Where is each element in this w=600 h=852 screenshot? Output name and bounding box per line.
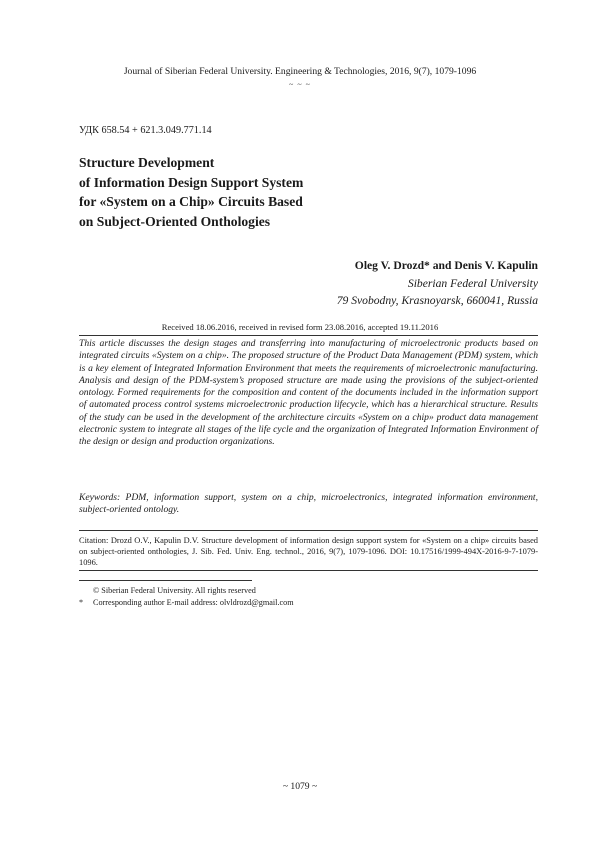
- title-line: of Information Design Support System: [79, 174, 304, 190]
- author-block: [337, 257, 538, 310]
- title-line: for «System on a Chip» Circuits Based: [79, 194, 303, 209]
- title-line: on Subject-Oriented Onthologies: [79, 213, 271, 229]
- citation-bottom-rule: [79, 570, 538, 571]
- author-address: 79 Svobodny, Krasnoyarsk, 660041, Russia: [336, 294, 538, 307]
- footnote-copyright: [79, 585, 538, 597]
- footnote-text: © Siberian Federal University. All rights reserved: [93, 586, 256, 595]
- paper-title: [79, 153, 409, 231]
- abstract-top-rule: [79, 335, 538, 336]
- footnote-mark: *: [79, 597, 84, 607]
- page-number: ~ 1079 ~: [282, 781, 318, 792]
- author-affiliation: Siberian Federal University: [407, 276, 538, 290]
- footnote-rule: [79, 580, 252, 581]
- udk-code: УДК 658.54 + 621.3.049.771.14: [79, 125, 212, 136]
- author-names: Oleg V. Drozd* and Denis V. Kapulin: [354, 259, 538, 272]
- footnotes: [79, 585, 538, 608]
- journal-header: Journal of Siberian Federal University. Engineering & Technologies, 2016, 9(7), 1079-1096: [123, 66, 477, 77]
- footnote-corresponding: [79, 597, 538, 609]
- citation-top-rule: [79, 530, 538, 531]
- header-separator: ~ ~ ~: [289, 80, 311, 89]
- footnote-mark: [79, 585, 93, 597]
- keywords-text: Keywords: PDM, information support, system on a chip, microelectronics, integrated information environment, subject-oriented ontology.: [79, 492, 538, 516]
- received-dates: Received 18.06.2016, received in revised form 23.08.2016, accepted 19.11.2016: [161, 322, 439, 332]
- footnote-text: Corresponding author E-mail address: olvldrozd@gmail.com: [93, 597, 294, 607]
- citation-text: Citation: Drozd O.V., Kapulin D.V. Structure development of information design support system for «System on a chip» circuits based on subject-oriented onthologies, J. Sib. Fed. Univ. Eng. technol., 2016, 9(7), 1079-1096. DOI: 10.17516/1999-494X-2016-9-7-1079-1096.: [79, 536, 538, 568]
- title-line: Structure Development: [79, 155, 215, 170]
- abstract-text: This article discusses the design stages and transferring into manufacturing of microelectronic products based on integrated circuits «System on a chip». The proposed structure of the Product Data Management (PDM) system, which is a key element of Integrated Information Environment that meets the requirements of microelectronic manufacturing. Analysis and design of the PDM-system’s proposed structure are made using the provisions of the subject-oriented ontology. Formed requirements for the composition and content of the documents included in the information support of automated process control systems microelectronic production lifecycle, which has a hierarchical structure. Results of the study can be used in the development of the architecture circuits «System on a chip» product data management electronic system to integrate all stages of the life cycle and the organization of Integrated Information Environment of the design or design and production organizations.: [79, 338, 538, 448]
